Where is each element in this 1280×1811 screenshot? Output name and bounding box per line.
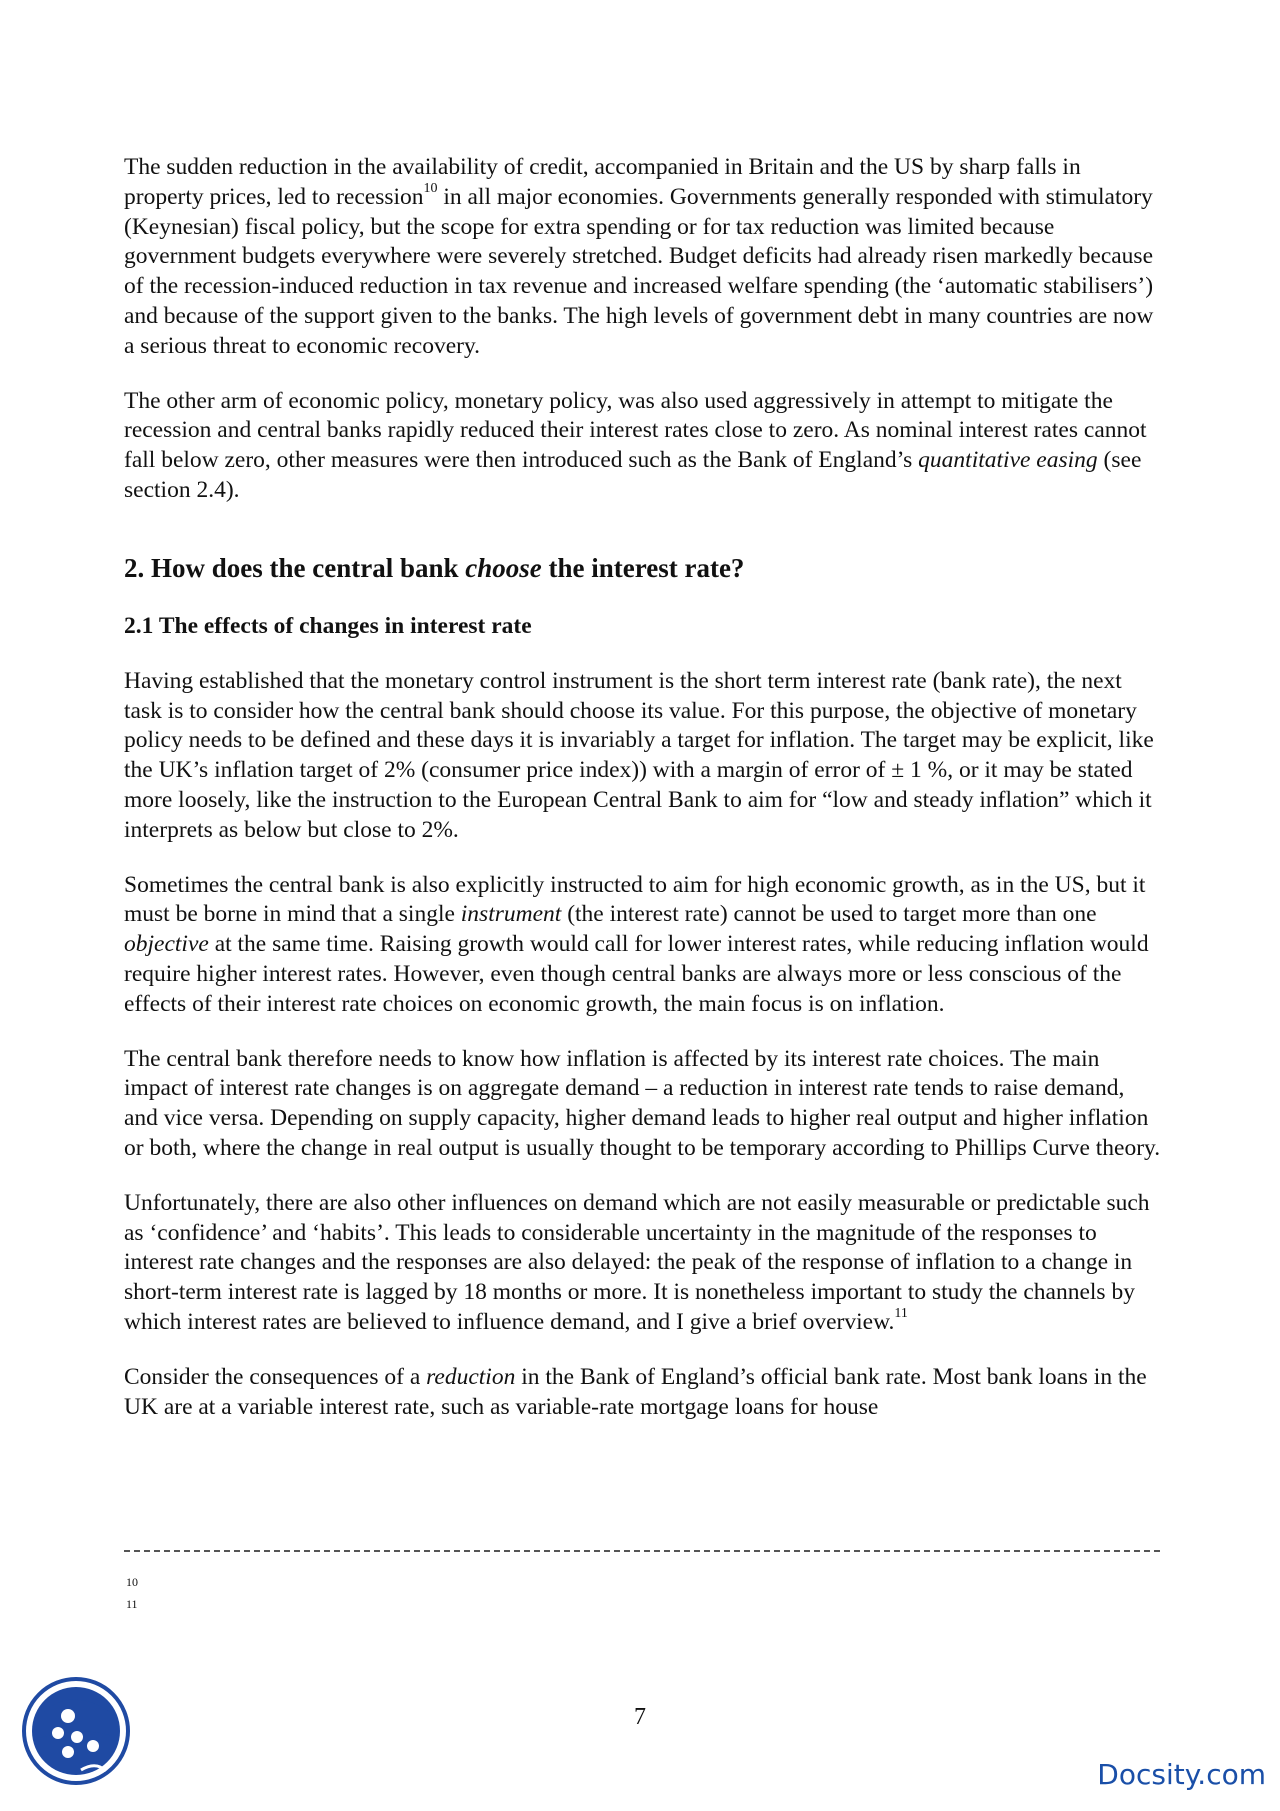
document-body bbox=[124, 153, 1164, 1447]
emphasis-text: quantitative easing bbox=[918, 447, 1098, 474]
section-heading bbox=[124, 552, 1164, 584]
docsity-logo-icon[interactable] bbox=[21, 1676, 131, 1786]
paragraph-text: at the same time. Raising growth would call for lower interest rates, while reducing inflation would require higher interest rates. However, even though central banks are always more or less conscious of the effects of their interest rate choices on economic growth, the main focus is on inflation. bbox=[124, 931, 1149, 1017]
paragraph-growth-objective bbox=[124, 871, 1164, 1020]
emphasis-text: reduction bbox=[426, 1363, 516, 1390]
footnote-divider bbox=[124, 1550, 1160, 1552]
paragraph-bank-rate-reduction bbox=[124, 1363, 1164, 1423]
heading-text: the interest rate? bbox=[541, 552, 745, 583]
heading-emphasis: choose bbox=[465, 552, 542, 583]
paragraph-text: (the interest rate) cannot be used to target more than one bbox=[561, 901, 1097, 928]
footnote-10: 10 bbox=[126, 1575, 138, 1589]
paragraph-text: in all major economies. Governments generally responded with stimulatory (Keynesian) fiscal policy, but the scope for extra spending or for tax reduction was limited because government budgets everywhere were severely stretched. Budget deficits had already risen markedly because of the recession-induced reduction in tax revenue and increased welfare spending (the ‘automatic stabilisers’) and because of the support given to the banks. The high levels of government debt in many countries are now a serious threat to economic recovery. bbox=[124, 183, 1154, 359]
heading-text: 2. How does the central bank bbox=[124, 552, 466, 583]
paragraph-text: The sudden reduction in the availability of credit, accompanied in Britain and the US by sharp falls in property prices, led to recession bbox=[124, 154, 1081, 210]
paragraph-text: Unfortunately, there are also other influences on demand which are not easily measurable or predictable such as ‘confidence’ and ‘habits’. This leads to considerable uncertainty in the magnitude of the responses to interest rate changes and the responses are also delayed: the peak of the response of inflation to a change in short-term interest rate is lagged by 18 months or more. It is nonetheless important to study the channels by which interest rates are believed to influence demand, and I give a brief overview. bbox=[124, 1189, 1150, 1335]
paragraph-recession bbox=[124, 153, 1164, 362]
paragraph-uncertainty bbox=[124, 1189, 1164, 1338]
paragraph-monetary-policy bbox=[124, 387, 1164, 506]
paragraph-text: The other arm of economic policy, monetary policy, was also used aggressively in attempt to mitigate the recession and central banks rapidly reduced their interest rates close to zero. As nominal interest rates cannot fall below zero, other measures were then introduced such as the Bank of England’s bbox=[124, 387, 1147, 474]
paragraph-text: Sometimes the central bank is also explicitly instructed to aim for high economic growth, as in the US, but it must be borne in mind that a single bbox=[124, 871, 1146, 928]
paragraph-control-instrument: Having established that the monetary control instrument is the short term interest rate (bank rate), the next task is to consider how the central bank should choose its value. For this purpose, the objective of monetary policy needs to be defined and these days it is invariably a target for inflation. The target may be explicit, like the UK’s inflation target of 2% (consumer price index)) with a margin of error of ± 1 %, or it may be stated more loosely, like the instruction to the European Central Bank to aim for “low and steady inflation” which it interprets as below but close to 2%. bbox=[124, 667, 1154, 843]
footnote-ref-11[interactable]: 11 bbox=[894, 1306, 908, 1322]
footnote-11: 11 bbox=[126, 1597, 138, 1611]
footnotes bbox=[126, 1571, 138, 1615]
emphasis-text: instrument bbox=[460, 901, 562, 928]
paragraph-text: Consider the consequences of a bbox=[124, 1363, 427, 1390]
footnote-ref-10[interactable]: 10 bbox=[423, 180, 438, 196]
paragraph-text: (see section 2.4). bbox=[124, 447, 1142, 503]
subsection-heading: 2.1 The effects of changes in interest rate bbox=[124, 612, 532, 639]
paragraph-text: in the Bank of England’s official bank rate. Most bank loans in the UK are at a variable interest rate, such as variable-rate mortgage loans for house bbox=[124, 1363, 1147, 1420]
paragraph-aggregate-demand: The central bank therefore needs to know how inflation is affected by its interest rate choices. The main impact of interest rate changes is on aggregate demand – a reduction in interest rate tends to raise demand, and vice versa. Depending on supply capacity, higher demand leads to higher real output and higher inflation or both, where the change in real output is usually thought to be temporary according to Phillips Curve theory. bbox=[124, 1045, 1161, 1161]
emphasis-text: objective bbox=[124, 931, 209, 958]
page-number: 7 bbox=[634, 1704, 646, 1730]
docsity-brand-link[interactable]: Docsity.com bbox=[1097, 1758, 1266, 1791]
